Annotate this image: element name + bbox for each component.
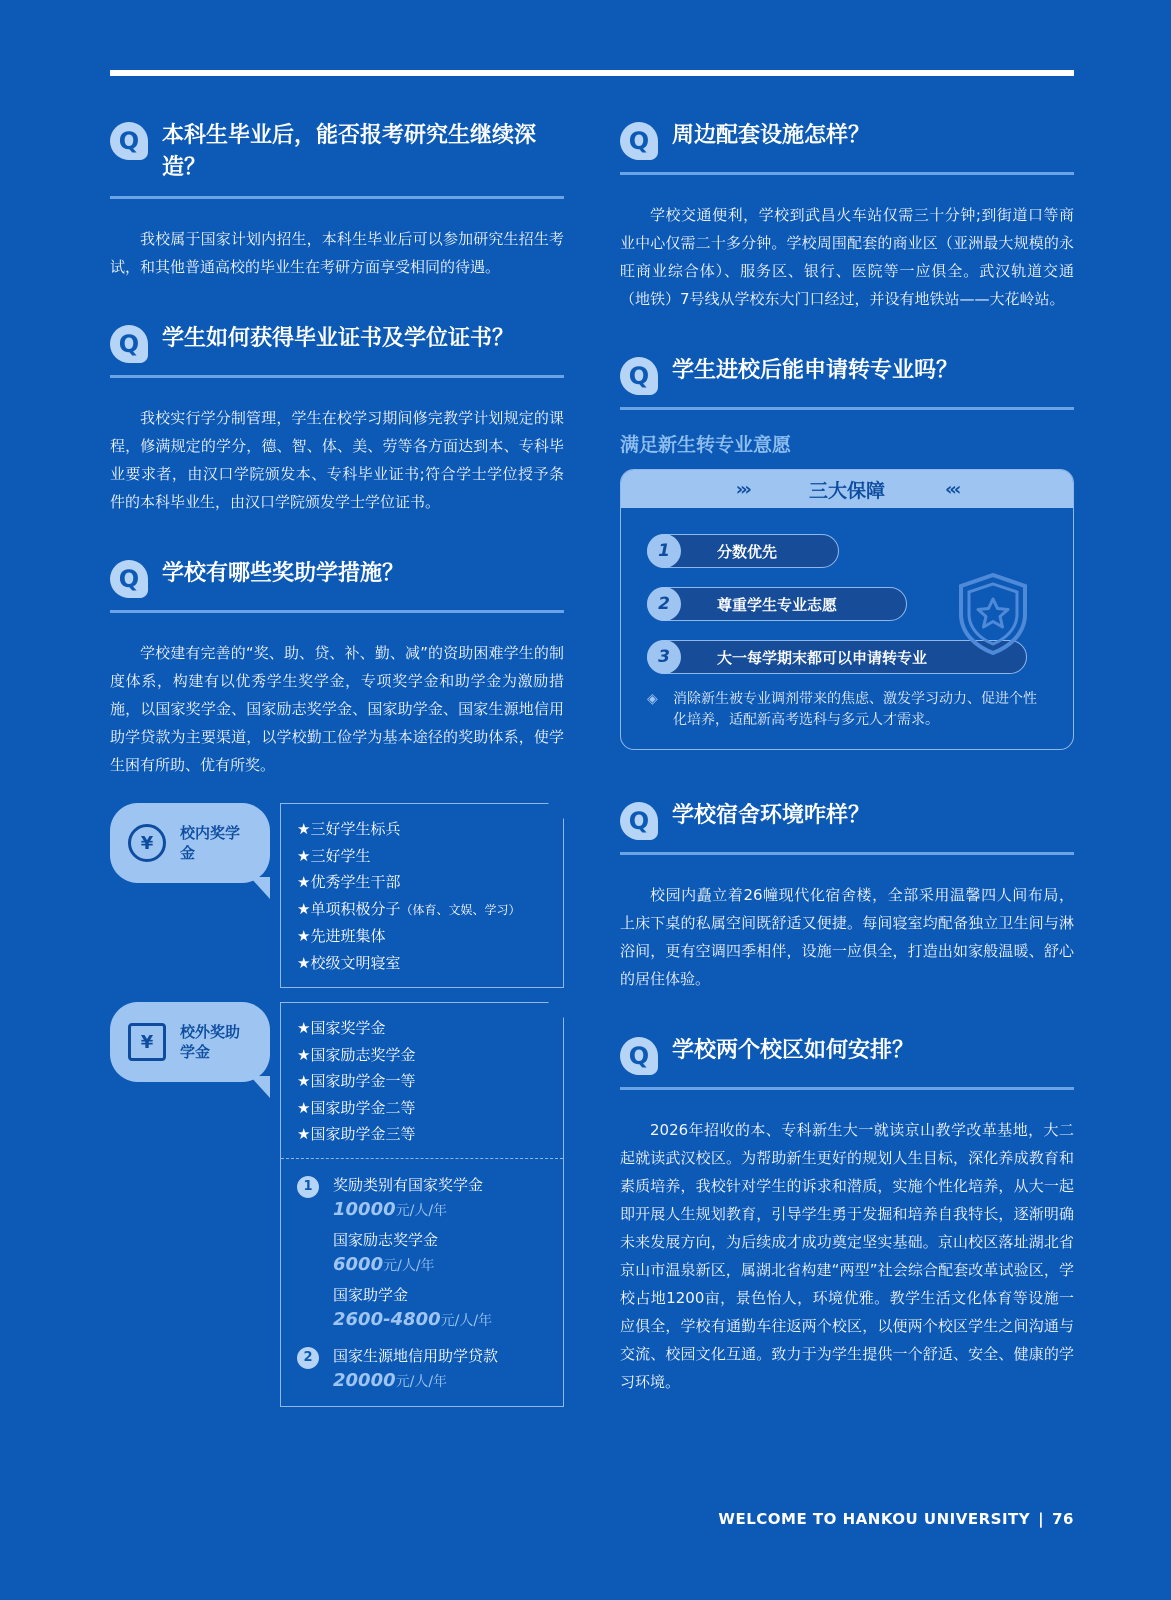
arrows-left-icon: ‹‹‹ — [945, 478, 959, 500]
amount-value: 6000 — [333, 1253, 384, 1275]
qa-postgraduate — [110, 120, 564, 281]
qa-heading — [110, 323, 564, 378]
award-name: 奖励类别有国家奖学金 — [333, 1175, 484, 1194]
dashed-divider — [281, 1158, 563, 1159]
transfer-note — [647, 689, 1047, 731]
list-item: ★优秀学生干部 — [297, 873, 401, 891]
list-item: ★先进班集体 — [297, 927, 386, 945]
amount-value: 2600-4800 — [333, 1308, 441, 1330]
guarantee-pill — [647, 534, 839, 568]
transfer-subtitle: 满足新生转专业意愿 — [620, 434, 792, 456]
qa-heading — [110, 558, 564, 613]
answer-text: 校园内矗立着26幢现代化宿舍楼，全部采用温馨四人间布局，上床下桌的私属空间既舒适又便捷。每间寝室均配备独立卫生间与淋浴间，更有空调四季相伴，设施一应俱全，打造出如家般温暖、舒心的居住体验。 — [620, 886, 1074, 988]
award-amount — [333, 1307, 492, 1334]
footer-text: WELCOME TO HANKOU UNIVERSITY — [718, 1510, 1031, 1528]
number-badge: 3 — [647, 640, 681, 674]
list-item-label: ★单项积极分子 — [297, 899, 401, 918]
external-scholarship-block — [110, 1002, 564, 1407]
guarantee-text: 尊重学生专业志愿 — [717, 595, 838, 614]
list-item-note: （体育、文娱、学习） — [400, 902, 521, 917]
qa-heading — [110, 120, 564, 199]
list-item — [297, 896, 547, 924]
amount-unit: 元/人/年 — [383, 1257, 435, 1274]
guarantee-card-title: 三大保障 — [808, 479, 885, 502]
answer-text: 学校交通便利，学校到武昌火车站仅需三十分钟;到街道口等商业中心仅需二十多分钟。学校周围配套的商业区（亚洲最大规模的永旺商业综合体）、服务区、银行、医院等一应俱全。武汉轨道交通（地铁）7号线从学校东大门口经过，并设有地铁站——大花岭站。 — [620, 206, 1074, 308]
q-badge-icon: Q — [620, 357, 658, 395]
qa-scholarships — [110, 558, 564, 779]
q-badge-icon: Q — [110, 122, 148, 160]
transfer-note-text: 消除新生被专业调剂带来的焦虑、激发学习动力、促进个性化培养，适配新高考选科与多元人才需求。 — [673, 691, 1037, 728]
qa-campuses — [620, 1035, 1074, 1396]
q-badge-icon: Q — [620, 122, 658, 160]
internal-scholarship-list — [280, 803, 564, 988]
answer-text: 2026年招收的本、专科新生大一就读京山教学改革基地，大二起就读武汉校区。为帮助新生更好的规划人生目标，深化养成教育和素质培养，我校针对学生的诉求和潜质，实施个性化培养，从大一起即开展人生规划教育，引导学生勇于发掘和培养自我特长，逐渐明确未来发展方向，为后续成才成功奠定坚实基础。京山校区落址湖北省京山市温泉新区，属湖北省构建“两型”社会综合配套改革试验区，学校占地1200亩，景色怡人，环境优雅。教学生活文化体育等设施一应俱全，学校有通勤车往返两个校区，以便两个校区学生之间沟通与交流、校园文化互通。致力于为学生提供一个舒适、安全、健康的学习环境。 — [620, 1121, 1074, 1391]
guarantee-text: 分数优先 — [717, 542, 778, 561]
left-column — [110, 120, 564, 1421]
number-badge: 1 — [297, 1176, 319, 1198]
answer-text: 我校实行学分制管理，学生在校学习期间修完教学计划规定的课程，修满规定的学分，德、智、体、美、劳等各方面达到本、专科毕业要求者，由汉口学院颁发本、专科毕业证书;符合学士学位授予条件的本科毕业生，由汉口学院颁发学士学位证书。 — [110, 409, 564, 511]
internal-scholarship-label: 校内奖学金 — [180, 824, 241, 862]
guarantee-pill — [647, 587, 907, 621]
qa-heading — [620, 120, 1074, 175]
award-amount — [333, 1368, 498, 1395]
list-item: ★校级文明寝室 — [297, 953, 401, 972]
qa-dormitory — [620, 800, 1074, 993]
award-name: 国家生源地信用助学贷款 — [333, 1346, 499, 1365]
qa-heading — [620, 800, 1074, 855]
award-amount-group — [297, 1173, 547, 1338]
amount-value: 10000 — [333, 1198, 396, 1220]
page-number: 76 — [1052, 1510, 1074, 1528]
question-title: 学生如何获得毕业证书及学位证书？ — [162, 326, 515, 351]
list-item: ★国家助学金一等 — [297, 1072, 416, 1090]
question-title: 学校两个校区如何安排？ — [672, 1038, 915, 1063]
question-title: 学生进校后能申请转专业吗？ — [672, 358, 959, 383]
internal-scholarship-block — [110, 803, 564, 988]
q-badge-icon: Q — [110, 325, 148, 363]
guarantee-card — [620, 469, 1074, 750]
list-item: ★三好学生 — [297, 846, 371, 865]
award-name: 国家励志奖学金 — [333, 1230, 439, 1249]
award-name: 国家助学金 — [333, 1285, 409, 1304]
question-title: 学校宿舍环境咋样？ — [672, 803, 871, 828]
award-amounts — [333, 1173, 492, 1338]
q-badge-icon: Q — [110, 560, 148, 598]
number-badge: 1 — [647, 534, 681, 568]
award-amount — [333, 1252, 492, 1279]
question-title: 本科生毕业后，能否报考研究生继续深造？ — [162, 123, 537, 180]
list-item: ★国家助学金二等 — [297, 1098, 416, 1117]
top-rule — [110, 70, 1074, 76]
external-scholarship-bubble — [110, 1002, 270, 1082]
amount-unit: 元/人/年 — [395, 1373, 448, 1390]
amount-unit: 元/人/年 — [440, 1312, 493, 1329]
external-scholarship-list — [280, 1002, 564, 1407]
qa-facilities — [620, 120, 1074, 313]
guarantee-text: 大一每学期末都可以申请转专业 — [717, 648, 928, 667]
question-title: 周边配套设施怎样？ — [672, 123, 871, 148]
internal-scholarship-bubble — [110, 803, 270, 883]
guarantee-card-header — [621, 470, 1073, 508]
coin-icon: ¥ — [128, 824, 166, 862]
footer-separator: | — [1038, 1510, 1045, 1528]
amount-value: 20000 — [333, 1369, 396, 1391]
list-item: ★三好学生标兵 — [297, 820, 401, 838]
amount-unit: 元/人/年 — [395, 1202, 448, 1219]
qa-transfer-major — [620, 355, 1074, 750]
q-badge-icon: Q — [620, 802, 658, 840]
answer-text: 学校建有完善的“奖、助、贷、补、勤、减”的资助困难学生的制度体系，构建有以优秀学生奖学金，专项奖学金和助学金为激励措施，以国家奖学金、国家励志奖学金、国家助学金、国家生源地信用助学贷款为主要渠道，以学校勤工俭学为基本途径的奖助体系，使学生困有所助、优有所奖。 — [110, 644, 564, 774]
qa-heading — [620, 355, 1074, 410]
number-badge: 2 — [647, 587, 681, 621]
answer-text: 我校属于国家计划内招生，本科生毕业后可以参加研究生招生考试，和其他普通高校的毕业生在考研方面享受相同的待遇。 — [110, 230, 564, 276]
award-amount — [333, 1197, 492, 1224]
arrows-right-icon: ››› — [735, 478, 749, 500]
guarantee-card-body — [621, 508, 1073, 749]
list-item: ★国家助学金三等 — [297, 1125, 416, 1143]
right-column — [620, 120, 1074, 1438]
qa-heading — [620, 1035, 1074, 1090]
list-item: ★国家励志奖学金 — [297, 1045, 416, 1064]
list-item: ★国家奖学金 — [297, 1019, 386, 1037]
external-scholarship-label: 校外奖助学金 — [180, 1023, 241, 1061]
envelope-icon: ¥ — [128, 1023, 166, 1061]
diamond-icon: ◈ — [647, 691, 658, 707]
qa-certificates — [110, 323, 564, 516]
number-badge: 2 — [297, 1347, 319, 1369]
shield-star-icon — [957, 572, 1029, 656]
loan-amounts — [333, 1344, 498, 1399]
question-title: 学校有哪些奖助学措施？ — [162, 561, 405, 586]
guarantee-item — [647, 534, 1047, 568]
q-badge-icon: Q — [620, 1037, 658, 1075]
page-footer — [718, 1510, 1074, 1528]
loan-amount-group — [297, 1344, 547, 1399]
